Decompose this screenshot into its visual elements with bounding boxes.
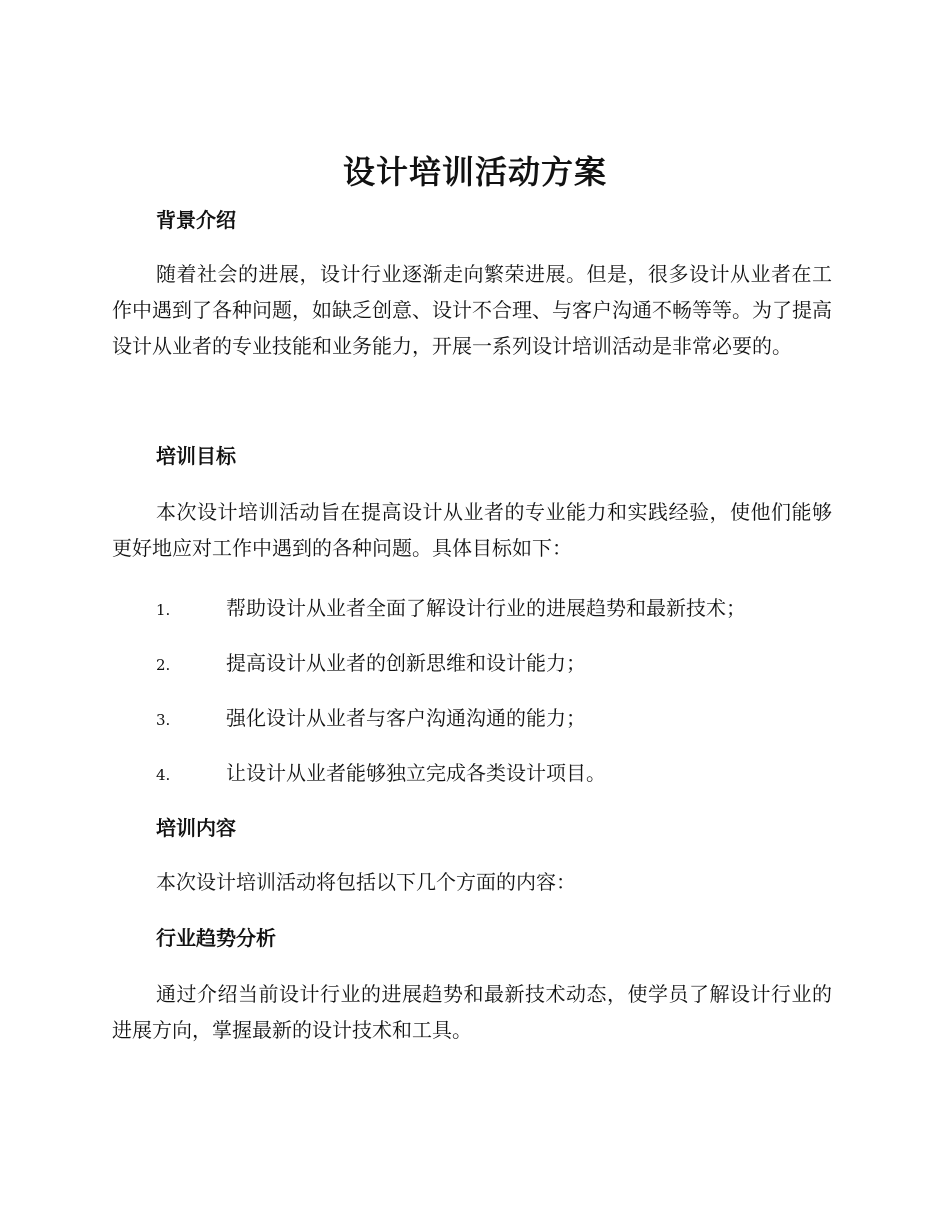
heading-content: 培训内容 [156, 816, 236, 840]
heading-trend: 行业趋势分析 [156, 926, 276, 950]
list-item-number: 4. [156, 766, 171, 784]
list-item-number: 3. [156, 711, 171, 729]
list-item-text: 让设计从业者能够独立完成各类设计项目。 [226, 761, 606, 785]
heading-goals: 培训目标 [156, 444, 236, 468]
paragraph-background: 随着社会的进展，设计行业逐渐走向繁荣进展。但是，很多设计从业者在工作中遇到了各种问题，如缺乏创意、设计不合理、与客户沟通不畅等等。为了提高设计从业者的专业技能和业务能力，开展一系列设计培训活动是非常必要的。 [112, 262, 832, 358]
paragraph-content: 本次设计培训活动将包括以下几个方面的内容： [156, 870, 576, 894]
heading-background: 背景介绍 [156, 208, 236, 232]
paragraph-goals: 本次设计培训活动旨在提高设计从业者的专业能力和实践经验，使他们能够更好地应对工作中遇到的各种问题。具体目标如下： [112, 500, 832, 560]
paragraph-trend: 通过介绍当前设计行业的进展趋势和最新技术动态，使学员了解设计行业的进展方向，掌握最新的设计技术和工具。 [112, 982, 832, 1042]
list-item-text: 帮助设计从业者全面了解设计行业的进展趋势和最新技术； [226, 596, 746, 620]
list-item-text: 提高设计从业者的创新思维和设计能力； [226, 651, 586, 675]
document-title: 设计培训活动方案 [342, 153, 607, 191]
list-item-number: 1. [156, 601, 171, 619]
list-item-text: 强化设计从业者与客户沟通沟通的能力； [226, 706, 586, 730]
list-item-number: 2. [156, 656, 171, 674]
